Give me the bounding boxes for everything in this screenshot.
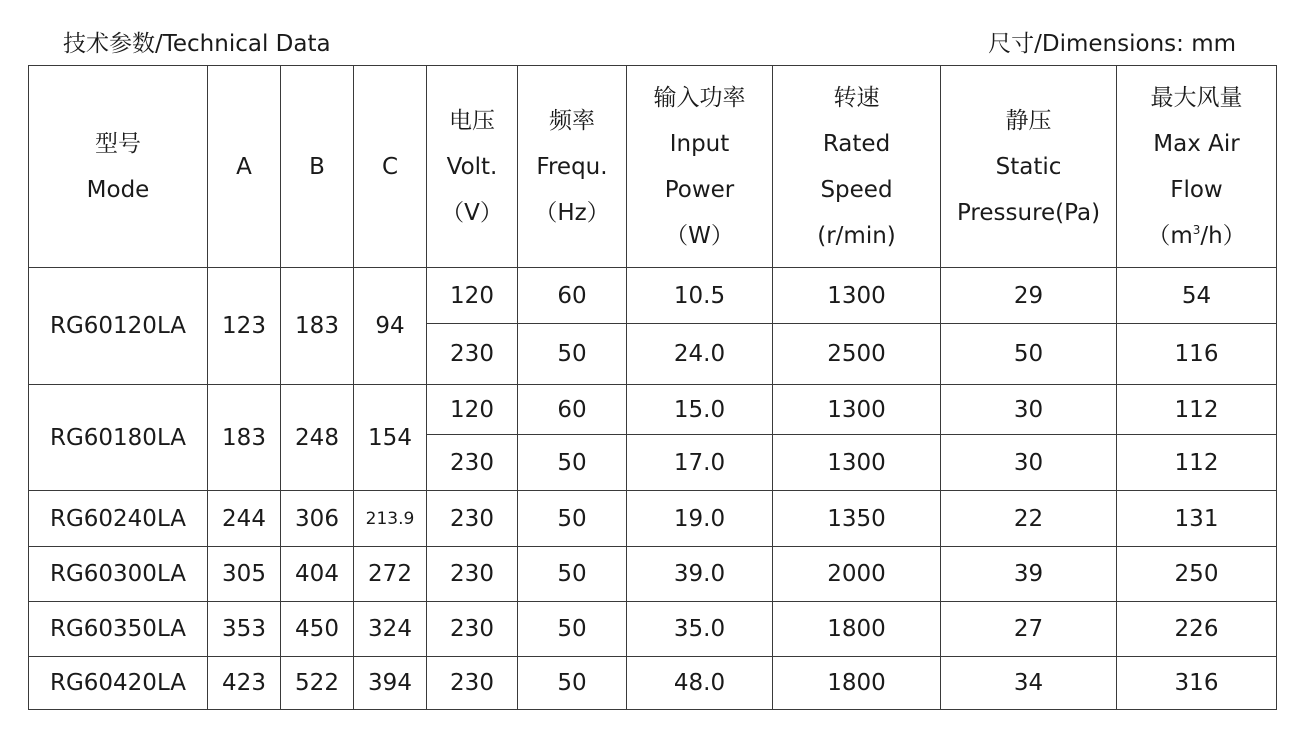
airflow-unit-open: （m xyxy=(1147,222,1193,249)
dimension-a-cell: 244 xyxy=(208,491,281,547)
header-model-en: Mode xyxy=(86,176,150,203)
header-voltage-zh: 电压 xyxy=(449,107,495,134)
rated-speed-cell: 1300 xyxy=(773,385,941,435)
rated-speed-cell: 1800 xyxy=(773,657,941,710)
table-row xyxy=(29,657,1277,710)
header-voltage-en: Volt. xyxy=(446,153,498,180)
rated-speed-cell: 1350 xyxy=(773,491,941,547)
dimension-a-cell: 353 xyxy=(208,602,281,657)
header-airflow-unit xyxy=(1117,213,1276,259)
model-cell: RG60120LA xyxy=(29,268,208,385)
header-speed-unit: (r/min) xyxy=(817,222,896,249)
dimension-c-cell: 272 xyxy=(354,547,427,602)
max-airflow-cell: 316 xyxy=(1117,657,1277,710)
voltage-cell: 230 xyxy=(427,657,518,710)
airflow-unit-superscript: 3 xyxy=(1192,222,1201,237)
header-speed-en-1: Rated xyxy=(822,130,891,157)
table-row xyxy=(29,268,1277,324)
dimension-c-cell: 154 xyxy=(354,385,427,491)
header-model xyxy=(29,66,208,268)
static-pressure-cell: 34 xyxy=(941,657,1117,710)
rated-speed-cell: 1800 xyxy=(773,602,941,657)
frequency-cell: 60 xyxy=(518,268,627,324)
input-power-cell: 10.5 xyxy=(627,268,773,324)
header-c: C xyxy=(354,66,427,268)
header-b: B xyxy=(281,66,354,268)
header-frequency-en: Frequ. xyxy=(536,153,608,180)
dimension-b-cell: 306 xyxy=(281,491,354,547)
header-pressure-en-1: Static xyxy=(995,153,1062,180)
static-pressure-cell: 30 xyxy=(941,385,1117,435)
header-row xyxy=(29,66,1277,268)
rated-speed-cell: 2000 xyxy=(773,547,941,602)
frequency-cell: 50 xyxy=(518,657,627,710)
header-rated-speed xyxy=(773,66,941,268)
table-row xyxy=(29,491,1277,547)
header-max-airflow xyxy=(1117,66,1277,268)
max-airflow-cell: 112 xyxy=(1117,385,1277,435)
voltage-cell: 120 xyxy=(427,268,518,324)
dimension-b-cell: 183 xyxy=(281,268,354,385)
static-pressure-cell: 30 xyxy=(941,435,1117,491)
dimension-c-cell: 94 xyxy=(354,268,427,385)
header-power-en-2: Power xyxy=(664,176,735,203)
static-pressure-cell: 50 xyxy=(941,324,1117,385)
input-power-cell: 39.0 xyxy=(627,547,773,602)
dimension-b-cell: 522 xyxy=(281,657,354,710)
static-pressure-cell: 39 xyxy=(941,547,1117,602)
dimension-a-cell: 423 xyxy=(208,657,281,710)
header-power-en-1: Input xyxy=(669,130,730,157)
input-power-cell: 48.0 xyxy=(627,657,773,710)
header-power-zh: 输入功率 xyxy=(653,84,746,111)
header-frequency-unit: （Hz） xyxy=(534,199,610,226)
static-pressure-cell: 22 xyxy=(941,491,1117,547)
header-static-pressure xyxy=(941,66,1117,268)
model-cell: RG60350LA xyxy=(29,602,208,657)
voltage-cell: 230 xyxy=(427,602,518,657)
technical-data-table xyxy=(28,65,1277,710)
header-speed-zh: 转速 xyxy=(833,84,880,111)
header-model-zh: 型号 xyxy=(95,130,141,157)
max-airflow-cell: 250 xyxy=(1117,547,1277,602)
max-airflow-cell: 112 xyxy=(1117,435,1277,491)
frequency-cell: 50 xyxy=(518,491,627,547)
model-cell: RG60240LA xyxy=(29,491,208,547)
header-voltage-unit: （V） xyxy=(441,199,503,226)
input-power-cell: 19.0 xyxy=(627,491,773,547)
header-voltage xyxy=(427,66,518,268)
voltage-cell: 230 xyxy=(427,324,518,385)
dimension-b-cell: 450 xyxy=(281,602,354,657)
rated-speed-cell: 1300 xyxy=(773,435,941,491)
dimension-a-cell: 183 xyxy=(208,385,281,491)
model-cell: RG60420LA xyxy=(29,657,208,710)
voltage-cell: 230 xyxy=(427,547,518,602)
header-frequency-zh: 频率 xyxy=(549,107,595,134)
table-title: 技术参数/Technical Data xyxy=(63,31,331,57)
header-frequency xyxy=(518,66,627,268)
table-row xyxy=(29,385,1277,435)
input-power-cell: 17.0 xyxy=(627,435,773,491)
header-a: A xyxy=(208,66,281,268)
dimension-a-cell: 123 xyxy=(208,268,281,385)
max-airflow-cell: 226 xyxy=(1117,602,1277,657)
rated-speed-cell: 1300 xyxy=(773,268,941,324)
header-pressure-zh: 静压 xyxy=(1005,107,1052,134)
voltage-cell: 120 xyxy=(427,385,518,435)
frequency-cell: 50 xyxy=(518,324,627,385)
dimension-a-cell: 305 xyxy=(208,547,281,602)
frequency-cell: 50 xyxy=(518,547,627,602)
voltage-cell: 230 xyxy=(427,435,518,491)
dimension-c-cell: 324 xyxy=(354,602,427,657)
voltage-cell: 230 xyxy=(427,491,518,547)
airflow-unit-close: /h） xyxy=(1200,222,1246,249)
dimension-b-cell: 248 xyxy=(281,385,354,491)
dimension-b-cell: 404 xyxy=(281,547,354,602)
header-airflow-zh: 最大风量 xyxy=(1150,84,1243,111)
input-power-cell: 24.0 xyxy=(627,324,773,385)
header-power-unit: （W） xyxy=(665,222,734,249)
max-airflow-cell: 54 xyxy=(1117,268,1277,324)
header-pressure-en-2: Pressure(Pa) xyxy=(956,199,1101,226)
frequency-cell: 50 xyxy=(518,602,627,657)
frequency-cell: 60 xyxy=(518,385,627,435)
static-pressure-cell: 27 xyxy=(941,602,1117,657)
header-airflow-en-1: Max Air xyxy=(1153,130,1240,157)
dimension-c-cell: 213.9 xyxy=(354,491,427,547)
input-power-cell: 35.0 xyxy=(627,602,773,657)
static-pressure-cell: 29 xyxy=(941,268,1117,324)
dimensions-unit-note: 尺寸/Dimensions: mm xyxy=(988,31,1236,57)
rated-speed-cell: 2500 xyxy=(773,324,941,385)
max-airflow-cell: 116 xyxy=(1117,324,1277,385)
header-input-power xyxy=(627,66,773,268)
frequency-cell: 50 xyxy=(518,435,627,491)
model-cell: RG60300LA xyxy=(29,547,208,602)
input-power-cell: 15.0 xyxy=(627,385,773,435)
table-row xyxy=(29,547,1277,602)
model-cell: RG60180LA xyxy=(29,385,208,491)
header-airflow-en-2: Flow xyxy=(1170,176,1223,203)
max-airflow-cell: 131 xyxy=(1117,491,1277,547)
table-row xyxy=(29,602,1277,657)
header-speed-en-2: Speed xyxy=(820,176,893,203)
dimension-c-cell: 394 xyxy=(354,657,427,710)
